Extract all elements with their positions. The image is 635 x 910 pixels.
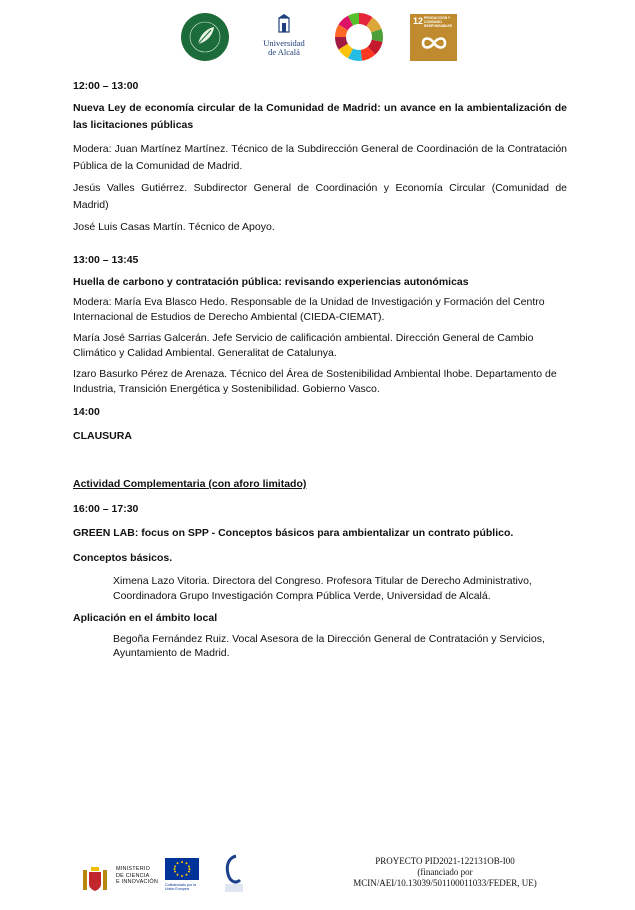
complementary-heading: Actividad Complementaria (con aforo limitado) [73, 478, 307, 490]
ministry-line2: DE CIENCIA [116, 872, 150, 879]
subsection-title: Conceptos básicos. [73, 551, 173, 564]
infinity-icon [419, 34, 449, 52]
session-person: José Luis Casas Martín. Técnico de Apoyo. [73, 220, 275, 233]
university-name-line2: de Alcalá [268, 47, 300, 57]
ministerio-logo [80, 860, 170, 896]
subsection-title: Aplicación en el ámbito local [73, 612, 218, 624]
closing-label: CLAUSURA [73, 429, 132, 442]
complementary-title: GREEN LAB: focus on SPP - Conceptos básicos para ambientalizar un contrato público. [73, 527, 514, 539]
ministry-line3: E INNOVACIÓN [116, 879, 159, 885]
subsection-person: Ximena Lazo Vitoria. Directora del Congreso. Profesora Titular de Derecho Administrativo, Coordinadora Grupo Investigación Compra Pública Verde, Universidad de Alcalá. [113, 575, 532, 602]
closing-time: 14:00 [73, 406, 100, 418]
eu-flag-icon [165, 858, 199, 880]
sdg-12-text: PRODUCCIÓN Y CONSUMO RESPONSABLES [424, 16, 453, 28]
eu-caption: Cofinanciado por la Unión Europea [165, 883, 196, 892]
university-name-line1: Universidad [263, 38, 305, 48]
sdg-12-logo [410, 14, 457, 61]
project-reference [335, 856, 555, 889]
session-time: 13:00 – 13:45 [73, 254, 139, 266]
session-person: Jesús Valles Gutiérrez. Subdirector General de Coordinación y Economía Circular (Comunidad de Madrid) [73, 181, 567, 211]
program-body [73, 78, 567, 661]
sdg-12-number: 12 [413, 16, 424, 26]
session-title: Nueva Ley de economía circular de la Comunidad de Madrid: un avance en la ambientalización de las licitaciones públicas [73, 101, 567, 131]
complementary-time: 16:00 – 17:30 [73, 502, 139, 515]
ministry-line1: MINISTERIO [116, 866, 151, 872]
project-line2: (financiado por [417, 867, 473, 877]
subsection-person: Begoña Fernández Ruiz. Vocal Asesora de la Dirección General de Contratación y Servicios, Ayuntamiento de Madrid. [113, 632, 545, 659]
compra-publica-verde-logo [180, 12, 230, 62]
session-person: Izaro Basurko Pérez de Arenaza. Técnico del Área de Sostenibilidad Ambiental Ihobe. Departamento de Industria, Transición Energética y Sostenibilidad. Gobierno Vasco. [73, 368, 557, 395]
session-person: Modera: Juan Martínez Martínez. Técnico de la Subdirección General de Coordinación de la Contratación Pública de la Comunidad de Madrid. [73, 142, 567, 172]
project-line1: PROYECTO PID2021-122131OB-I00 [375, 856, 515, 866]
session-time: 12:00 – 13:00 [73, 80, 139, 92]
spain-coat-of-arms-icon [80, 864, 110, 894]
session-person: María José Sarrias Galcerán. Jefe Servicio de calificación ambiental. Dirección General de Cambio Climático y Calidad Ambiental. Generalitat de Catalunya. [73, 332, 534, 359]
eu-logo [165, 858, 205, 898]
sdg-wheel-logo [334, 12, 384, 62]
aei-emblem-icon [222, 854, 246, 894]
universidad-alcala-logo [258, 14, 310, 62]
session-title: Huella de carbono y contratación pública: revisando experiencias autonómicas [73, 275, 469, 288]
footer [0, 846, 635, 906]
project-line3: MCIN/AEI/10.13039/501100011033/FEDER, UE) [353, 878, 537, 888]
aei-logo [222, 854, 246, 894]
header-logos [0, 8, 635, 68]
university-crest-icon [273, 14, 295, 36]
session-person: Modera: María Eva Blasco Hedo. Responsable de la Unidad de Investigación y Formación del Centro Internacional de Estudios de Derecho Ambiental (CIEDA-CIEMAT). [73, 296, 545, 323]
